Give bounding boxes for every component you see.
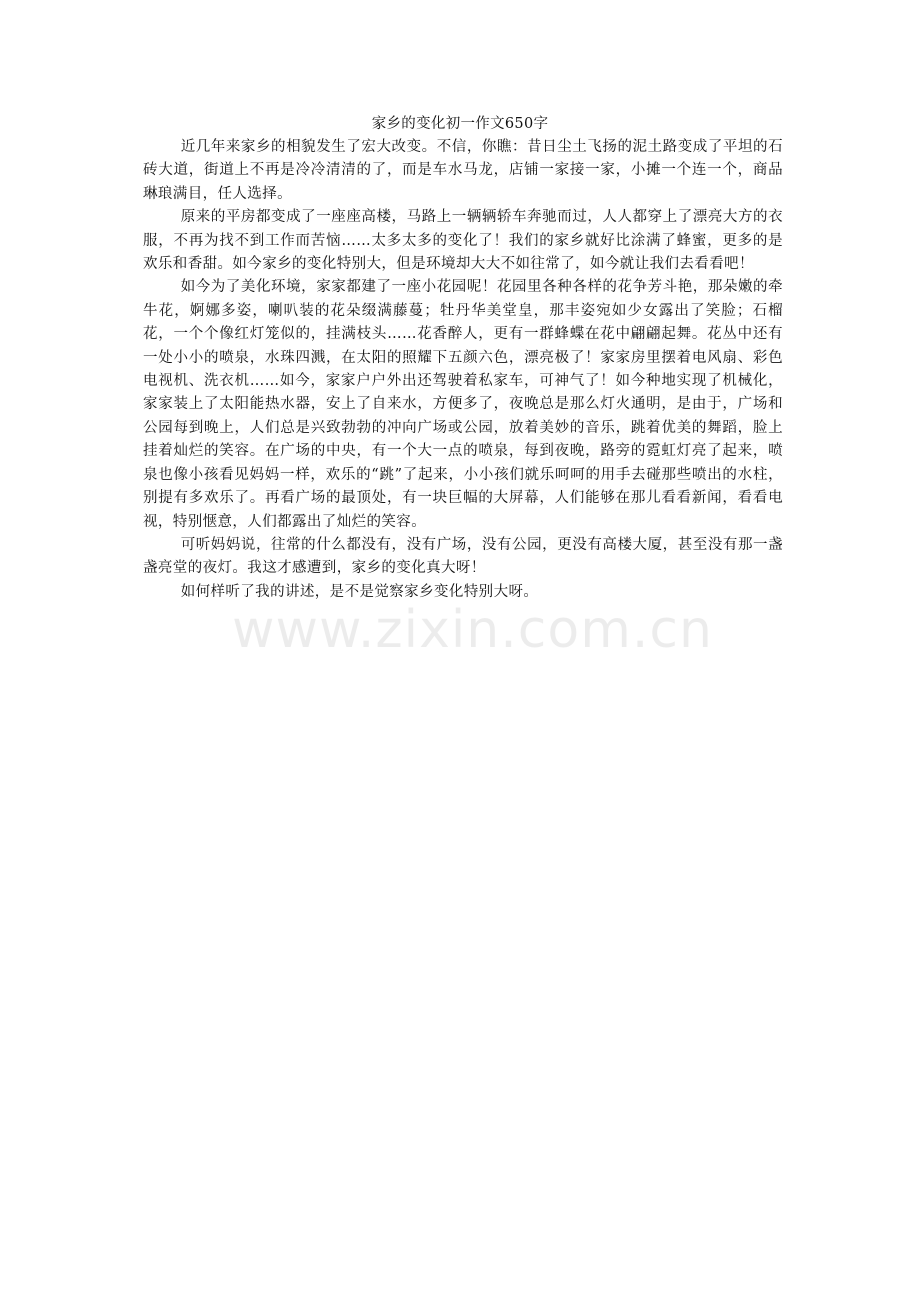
paragraph-1: 近几年来家乡的相貌发生了宏大改变。不信，你瞧：昔日尘土飞扬的泥土路变成了平坦的石砖大道，街道上不再是冷冷清清的了，而是车水马龙，店铺一家接一家，小摊一个连一个，商品琳琅满目，任人选择。 bbox=[143, 139, 783, 202]
paragraph-5: 如何样听了我的讲述，是不是觉察家乡变化特别大呀。 bbox=[180, 583, 539, 600]
document-title: 家乡的变化初一作文650字 bbox=[371, 116, 549, 132]
paragraph-4: 可听妈妈说，往常的什么都没有，没有广场，没有公园，更没有高楼大厦，甚至没有那一盏盏亮堂的夜灯。我这才感遭到，家乡的变化真大呀！ bbox=[143, 536, 783, 577]
paragraph-3: 如今为了美化环境，家家都建了一座小花园呢！花园里各种各样的花争芳斗艳，那朵嫩的牵牛花，婀娜多姿，喇叭装的花朵缀满藤蔓；牡丹华美堂皇，那丰姿宛如少女露出了笑脸；石榴花，一个个像红灯笼似的，挂满枝头……花香醉人，更有一群蜂蝶在花中翩翩起舞。花丛中还有一处小小的喷泉，水珠四溅，在太阳的照耀下五颜六色，漂亮极了！家家房里摆着电风扇、彩色电视机、洗衣机……如今，家家户户外出还驾驶着私家车，可神气了！如今种地实现了机械化，家家装上了太阳能热水器，安上了自来水，方便多了，夜晚总是那么灯火通明，是由于，广场和公园每到晚上，人们总是兴致勃勃的冲向广场或公园，放着美妙的音乐，跳着优美的舞蹈，脸上挂着灿烂的笑容。在广场的中央，有一个大一点的喷泉，每到夜晚，路旁的霓虹灯亮了起来，喷泉也像小孩看见妈妈一样，欢乐的“跳”了起来，小小孩们就乐呵呵的用手去碰那些喷出的水柱，别提有多欢乐了。再看广场的最顶处，有一块巨幅的大屏幕，人们能够在那儿看看新闻，看看电视，特别惬意，人们都露出了灿烂的笑容。 bbox=[143, 279, 783, 530]
paragraph-2: 原来的平房都变成了一座座高楼，马路上一辆辆轿车奔驰而过，人人都穿上了漂亮大方的衣服，不再为找不到工作而苦恼……太多太多的变化了！我们的家乡就好比涂满了蜂蜜，更多的是欢乐和香甜。如今家乡的变化特别大，但是环境却大大不如往常了，如今就让我们去看看吧！ bbox=[143, 209, 783, 273]
document-body bbox=[143, 136, 783, 604]
watermark: www.zixin.com.cn bbox=[232, 600, 713, 660]
